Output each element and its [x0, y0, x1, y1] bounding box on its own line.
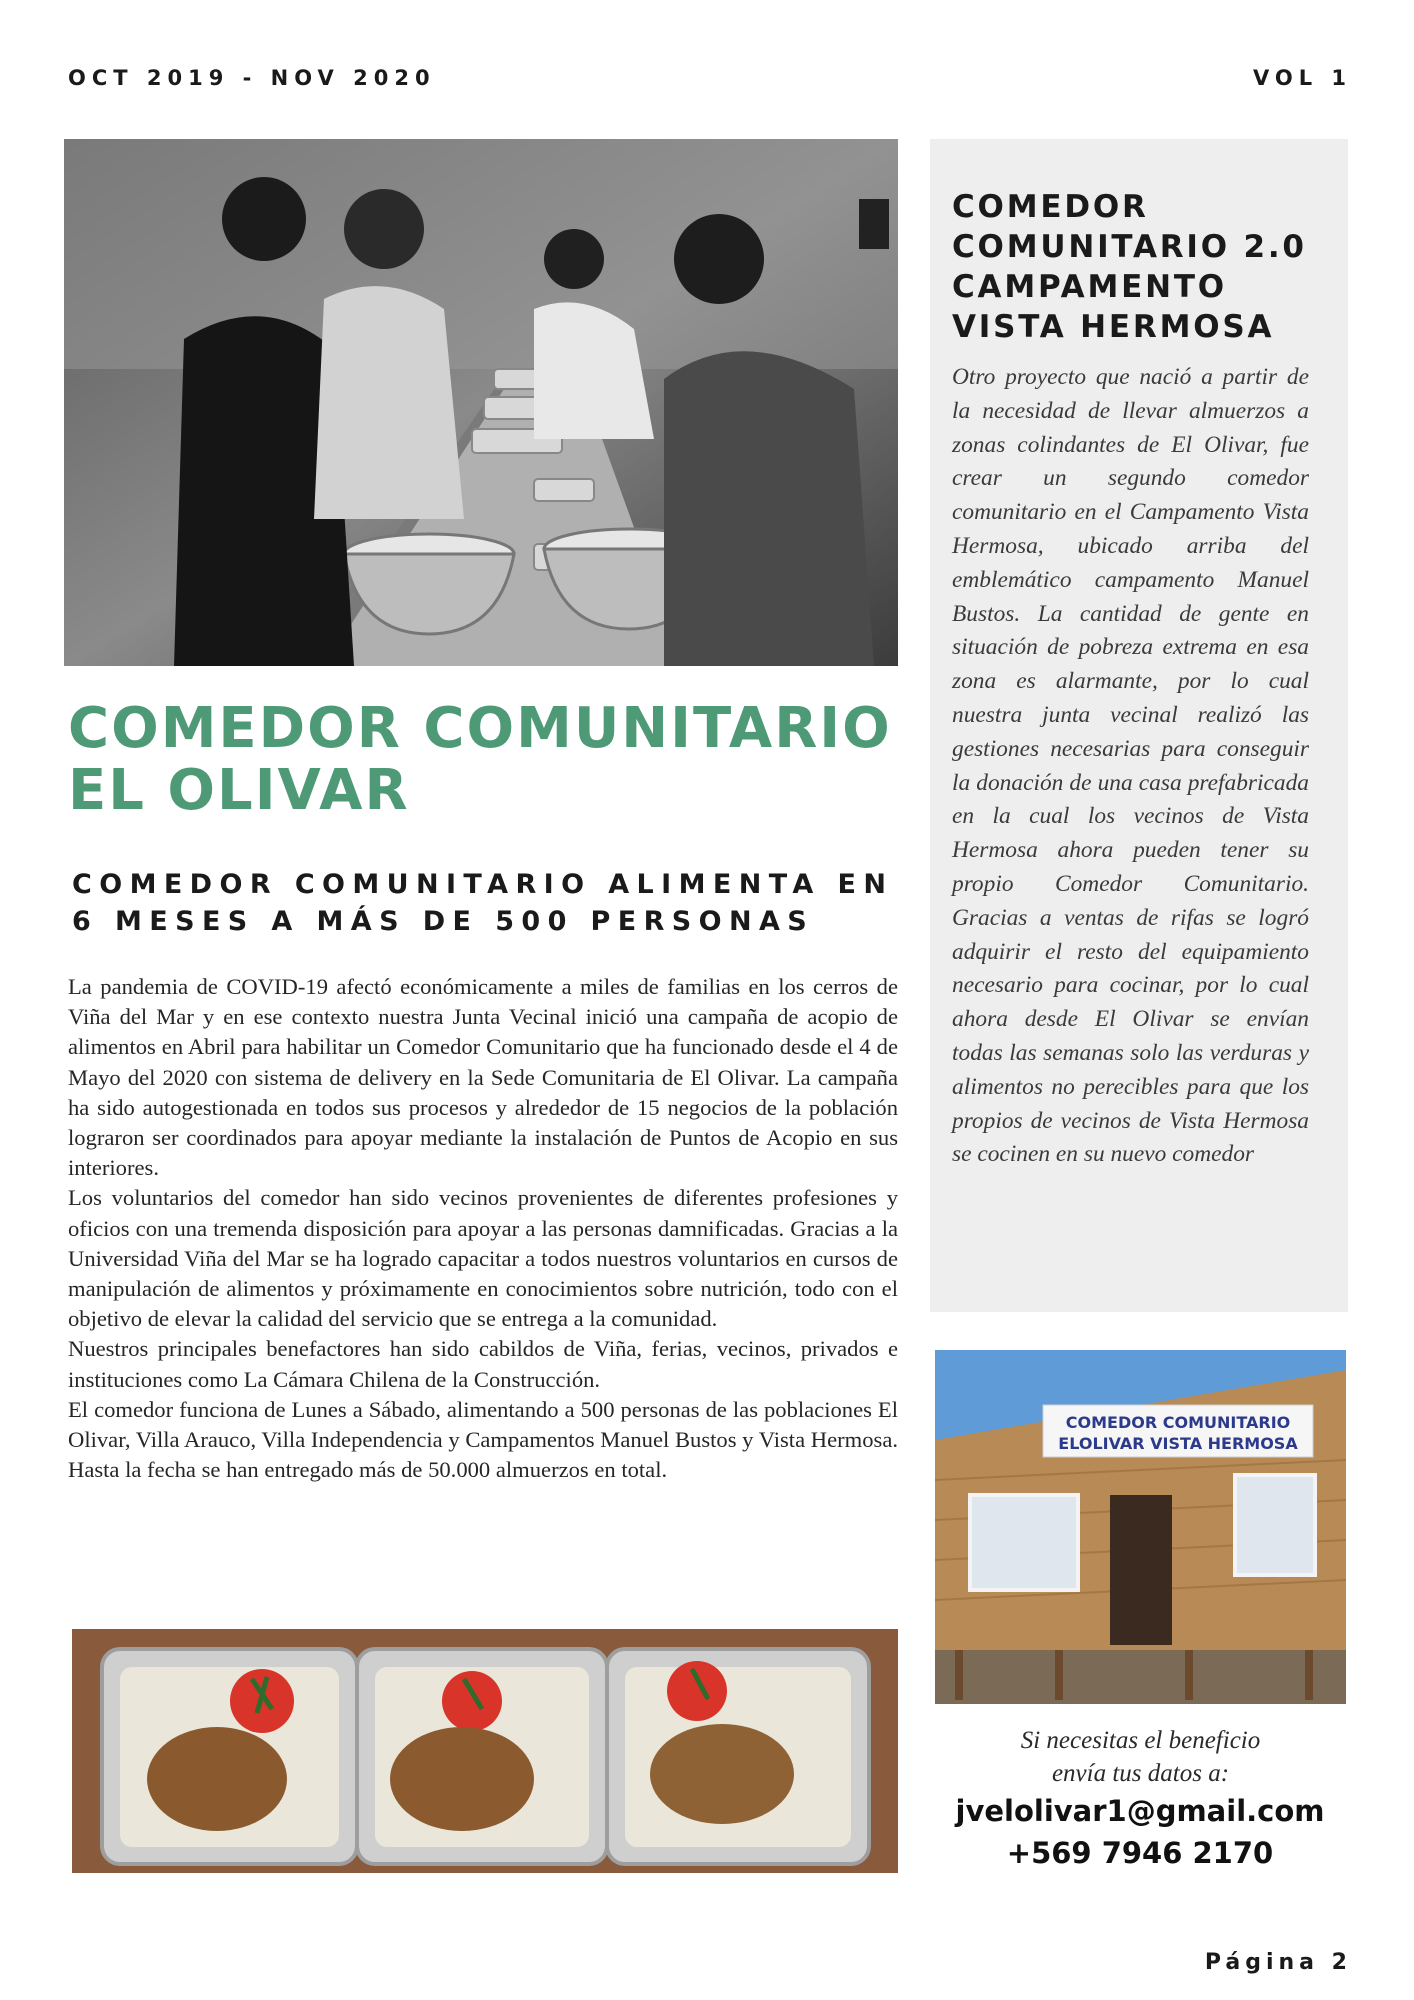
contact-note-line: envía tus datos a:: [1051, 1760, 1230, 1787]
contact-email[interactable]: jvelolivar1@gmail.com: [955, 1794, 1325, 1828]
kitchen-volunteers-photo: [64, 139, 898, 666]
contact-phone[interactable]: +569 7946 2170: [1006, 1836, 1274, 1870]
sidebar-text: Otro proyecto que nació a partir de la necesidad de llevar almuerzos a zonas colindantes de El Olivar, fue crear un segundo comedor comunitario en el Campamento Vista Hermosa, ubicado arriba del emblemático campamento Manuel Bustos. La cantidad de gente en situación de pobreza extrema en esa zona es alarmante, por lo cual nuestra junta vecinal realizó las gestiones necesarias para conseguir la donación de una casa prefabricada en la cual los vecinos de Vista Hermosa ahora pueden tener su propio Comedor Comunitario. Gracias a ventas de rifas se logró adquirir el resto del equipamiento necesario para cocinar, por lo cual ahora desde El Olivar se envían todas las semanas solo las verduras y alimentos no perecibles para que los propios de vecinos de Vista Hermosa se cocinen en su nuevo comedor: [952, 364, 1309, 1168]
house-sign-line1: COMEDOR COMUNITARIO: [1065, 1413, 1291, 1432]
header-date-range: OCT 2019 - NOV 2020: [68, 66, 436, 90]
meal-trays-photo: [72, 1629, 898, 1873]
house-sign-line2: ELOLIVAR VISTA HERMOSA: [1058, 1434, 1298, 1453]
article-body: [68, 972, 898, 1485]
contact-note-line: Si necesitas el beneficio: [1020, 1727, 1261, 1754]
article-title: COMEDOR COMUNITARIO EL OLIVAR: [68, 696, 892, 823]
community-house-photo: [935, 1350, 1346, 1704]
article-paragraph: Los voluntarios del comedor han sido vecinos provenientes de diferentes profesiones y oficios con una tremenda disposición para apoyar a las personas damnificadas. Gracias a la Universidad Viña del Mar se ha logrado capacitar a todos nuestros voluntarios en cursos de manipulación de alimentos y próximamente en conocimientos sobre nutrición, todo con el objetivo de elevar la calidad del servicio que se entrega a la comunidad.: [68, 1185, 898, 1332]
sidebar-panel: [930, 139, 1348, 1312]
article-paragraph: Nuestros principales benefactores han sido cabildos de Viña, ferias, vecinos, privados e instituciones como La Cámara Chilena de la Construcción.: [68, 1336, 898, 1392]
sidebar-title: COMEDOR COMUNITARIO 2.0 CAMPAMENTO VISTA HERMOSA: [952, 189, 1307, 345]
page-number: Página 2: [1204, 1950, 1352, 1975]
article-paragraph: El comedor funciona de Lunes a Sábado, alimentando a 500 personas de las poblaciones El Olivar, Villa Arauco, Villa Independencia y Campamentos Manuel Bustos y Vista Hermosa. Hasta la fecha se han entregado más de 50.000 almuerzos en total.: [68, 1396, 898, 1483]
article-paragraph: La pandemia de COVID-19 afectó económicamente a miles de familias en los cerros de Viña del Mar y en ese contexto nuestra Junta Vecinal inició una campaña de acopio de alimentos en Abril para habilitar un Comedor Comunitario que ha funcionado desde el 4 de Mayo del 2020 con sistema de delivery en la Sede Comunitaria de El Olivar. La campaña ha sido autogestionada en todos sus procesos y alrededor de 15 negocios de la población lograron ser coordinados para apoyar mediante la instalación de Puntos de Acopio en sus interiores.: [68, 974, 898, 1181]
contact-note: [935, 1724, 1346, 1790]
article-subtitle: COMEDOR COMUNITARIO ALIMENTA EN 6 MESES A MÁS DE 500 PERSONAS: [72, 869, 894, 937]
header-volume: VOL 1: [1252, 66, 1352, 90]
